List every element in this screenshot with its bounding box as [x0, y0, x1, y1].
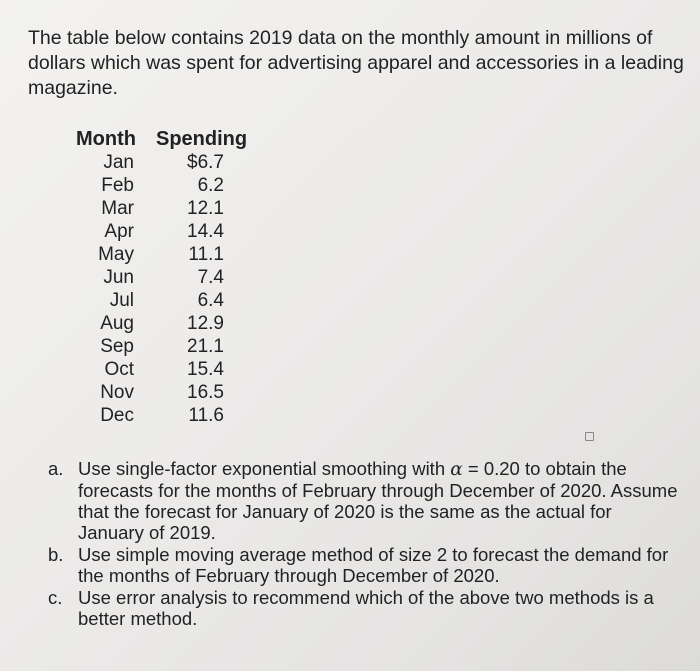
value-cell: 12.9 — [187, 313, 224, 334]
table-row — [76, 174, 256, 197]
alpha-value: = 0.20 — [462, 458, 520, 479]
month-cell: Aug — [100, 313, 134, 334]
table-row — [76, 220, 256, 243]
value-cell: 16.5 — [187, 382, 224, 403]
table-row — [76, 335, 256, 358]
question-text: Use simple moving average method of size 2 to forecast the demand for the months of February through December of 2020. — [78, 544, 669, 586]
table-row — [76, 289, 256, 312]
value-cell: 15.4 — [187, 359, 224, 380]
small-square-icon — [585, 432, 594, 441]
month-cell: May — [98, 244, 134, 265]
value-cell: 21.1 — [187, 336, 224, 357]
spending-table — [76, 128, 256, 427]
month-cell: Mar — [101, 198, 134, 219]
month-cell: Feb — [101, 175, 134, 196]
value-cell: 6.4 — [197, 290, 224, 311]
month-cell: Oct — [104, 359, 134, 380]
table-header — [76, 128, 256, 151]
question-label: a. — [48, 458, 64, 479]
month-cell: Nov — [100, 382, 134, 403]
month-cell: Sep — [100, 336, 134, 357]
month-cell: Jun — [103, 267, 134, 288]
table-row — [76, 151, 256, 174]
question-c — [48, 587, 678, 629]
value-cell: 12.1 — [187, 198, 224, 219]
value-cell: 14.4 — [187, 221, 224, 242]
month-cell: Jan — [103, 152, 134, 173]
table-row — [76, 381, 256, 404]
question-label: c. — [48, 587, 63, 608]
question-text — [78, 458, 678, 543]
value-cell: 7.4 — [197, 267, 224, 288]
table-row — [76, 243, 256, 266]
question-list — [48, 458, 678, 630]
table-row — [76, 312, 256, 335]
table-row — [76, 358, 256, 381]
value-cell: 6.2 — [197, 175, 224, 196]
question-a — [48, 458, 678, 543]
value-cell: 11.1 — [188, 244, 224, 265]
month-cell: Dec — [100, 405, 134, 426]
value-cell: $6.7 — [187, 152, 224, 173]
table-row — [76, 197, 256, 220]
alpha-symbol: α — [450, 459, 463, 480]
month-header: Month — [76, 128, 136, 150]
month-cell: Jul — [109, 290, 134, 311]
question-label: b. — [48, 544, 64, 565]
question-text-part: Use single-factor exponential smoothing with — [78, 458, 451, 479]
question-text-part: to obtain the forecasts for the months of February through December of 2020. Assume that the forecast for January of 2020 is the same as the actual for January of 2019. — [78, 458, 678, 543]
question-b — [48, 544, 678, 586]
table-row — [76, 266, 256, 289]
question-text: Use error analysis to recommend which of the above two methods is a better method. — [78, 587, 654, 629]
value-cell: 11.6 — [188, 405, 224, 426]
spending-header: Spending — [156, 128, 248, 150]
month-cell: Apr — [104, 221, 134, 242]
table-row — [76, 404, 256, 427]
intro-paragraph: The table below contains 2019 data on the monthly amount in millions of dollars which was spent for advertising apparel and accessories in a leading magazine. — [28, 27, 684, 99]
